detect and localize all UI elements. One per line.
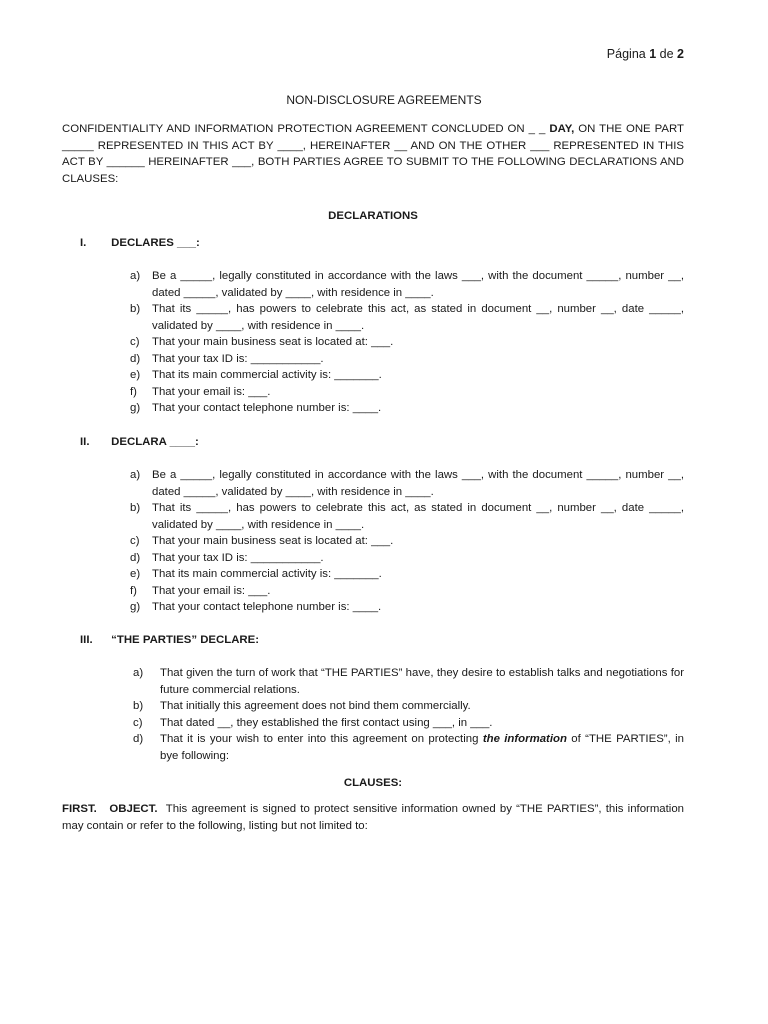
item-label: d) — [130, 352, 141, 365]
page-number — [607, 46, 684, 63]
item-label: b) — [133, 700, 144, 712]
item-text: That your email is: ___. — [152, 584, 271, 597]
item-text: That initially this agreement does not bind them commercially. — [160, 700, 471, 712]
section-3-title: “THE PARTIES” DECLARE: — [111, 634, 260, 646]
list-item — [130, 301, 684, 334]
list-item — [130, 566, 684, 583]
section-2-numeral: II. — [80, 436, 90, 448]
item-text: That its main commercial activity is: _______. — [152, 568, 382, 580]
page-prefix: Página — [606, 47, 646, 61]
item-text: That it is your wish to enter into this agreement on protecting — [160, 733, 479, 745]
item-label: a) — [130, 469, 141, 481]
item-label: c) — [130, 535, 140, 547]
page-current: 1 — [649, 47, 657, 61]
list-item — [130, 583, 684, 600]
section-1-list — [130, 268, 684, 417]
list-item — [133, 715, 684, 732]
item-label: b) — [130, 502, 141, 514]
list-item — [130, 351, 684, 368]
section-3-numeral: III. — [80, 634, 93, 646]
list-item — [130, 384, 684, 401]
list-item — [130, 599, 684, 616]
section-2-title: DECLARA ____: — [111, 436, 199, 448]
item-text: Be a _____, legally constituted in accordance with the laws ___, with the document _____, number __, dated _____, validated by ____, with residence in ____. — [152, 469, 684, 498]
item-text: That your tax ID is: ___________. — [152, 352, 324, 365]
section-3-list — [133, 665, 684, 764]
first-clause-text: This agreement is signed to protect sensitive information owned by “THE PARTIES”, this information may contain or refer to the following, listing but not limited to: — [62, 803, 685, 832]
item-text: That your email is: ___. — [152, 385, 271, 398]
page-total: 2 — [677, 47, 684, 61]
declarations-title: DECLARATIONS — [328, 210, 418, 222]
item-text: That dated __, they established the first contact using ___, in ___. — [160, 716, 493, 729]
item-text: Be a _____, legally constituted in accordance with the laws ___, with the document _____, number __, dated _____, validated by ____, with residence in ____. — [152, 270, 684, 299]
list-item — [133, 698, 684, 715]
intro-paragraph — [62, 121, 684, 187]
item-label: b) — [130, 303, 141, 315]
list-item — [130, 533, 684, 550]
item-text: That your contact telephone number is: ____. — [152, 402, 382, 414]
list-item — [130, 400, 684, 417]
item-label: g) — [130, 402, 141, 414]
document-title: NON-DISCLOSURE AGREEMENTS — [286, 93, 482, 107]
list-item — [130, 334, 684, 351]
list-item — [130, 367, 684, 384]
item-text: That given the turn of work that “THE PARTIES” have, they desire to establish talks and negotiations for future commercial relations. — [160, 667, 684, 696]
item-text: That its _____, has powers to celebrate this act, as stated in document __, number __, date _____, validated by ____, with residence in ____. — [152, 303, 684, 332]
section-1-heading — [80, 235, 200, 252]
section-2-list — [130, 467, 684, 616]
section-1-title: DECLARES ___: — [111, 237, 200, 249]
item-label: e) — [130, 369, 141, 381]
item-text: That your main business seat is located at: ___. — [152, 535, 394, 547]
list-item — [130, 550, 684, 567]
item-label: d) — [133, 733, 144, 745]
list-item — [130, 467, 684, 500]
item-text: That your contact telephone number is: ____. — [152, 601, 382, 613]
item-label: a) — [133, 667, 144, 679]
item-label: a) — [130, 270, 141, 282]
item-text-end: of “THE PARTIES”, in bye following: — [160, 733, 684, 762]
item-label: f) — [130, 385, 137, 398]
clauses-title: CLAUSES: — [343, 777, 403, 789]
item-label: f) — [130, 584, 137, 597]
item-text: That its _____, has powers to celebrate this act, as stated in document __, number __, date _____, validated by ____, with residence in ____. — [152, 502, 684, 531]
item-text: That its main commercial activity is: _______. — [152, 369, 382, 381]
item-label: e) — [130, 568, 141, 580]
intro-text-2: ON THE ONE PART _____ REPRESENTED IN THIS ACT BY ____, HEREINAFTER __ AND ON THE OTHER ___ REPRESENTED IN THIS ACT BY ______ HEREINAFTER ___, BOTH PARTIES AGREE TO SUBMIT TO THE FOLLOWING DECLARATIONS AND CLAUSES: — [62, 123, 684, 185]
list-item — [133, 665, 684, 698]
section-2-heading — [80, 434, 199, 451]
intro-text-1: CONFIDENTIALITY AND INFORMATION PROTECTION AGREEMENT CONCLUDED ON _ _ — [62, 123, 546, 135]
item-emphasis: the information — [482, 733, 567, 745]
item-label: c) — [130, 336, 140, 348]
section-3-heading — [80, 632, 259, 649]
item-label: c) — [133, 716, 143, 729]
first-clause — [62, 801, 684, 834]
page-separator: de — [659, 47, 674, 61]
item-text: That your tax ID is: ___________. — [152, 551, 324, 564]
list-item — [130, 500, 684, 533]
item-label: g) — [130, 601, 141, 613]
section-1-numeral: I. — [80, 237, 87, 249]
first-clause-label: FIRST. OBJECT. — [62, 803, 158, 815]
list-item — [133, 731, 684, 764]
item-text: That your main business seat is located at: ___. — [152, 336, 394, 348]
item-label: d) — [130, 551, 141, 564]
list-item — [130, 268, 684, 301]
intro-day: DAY, — [549, 123, 575, 135]
